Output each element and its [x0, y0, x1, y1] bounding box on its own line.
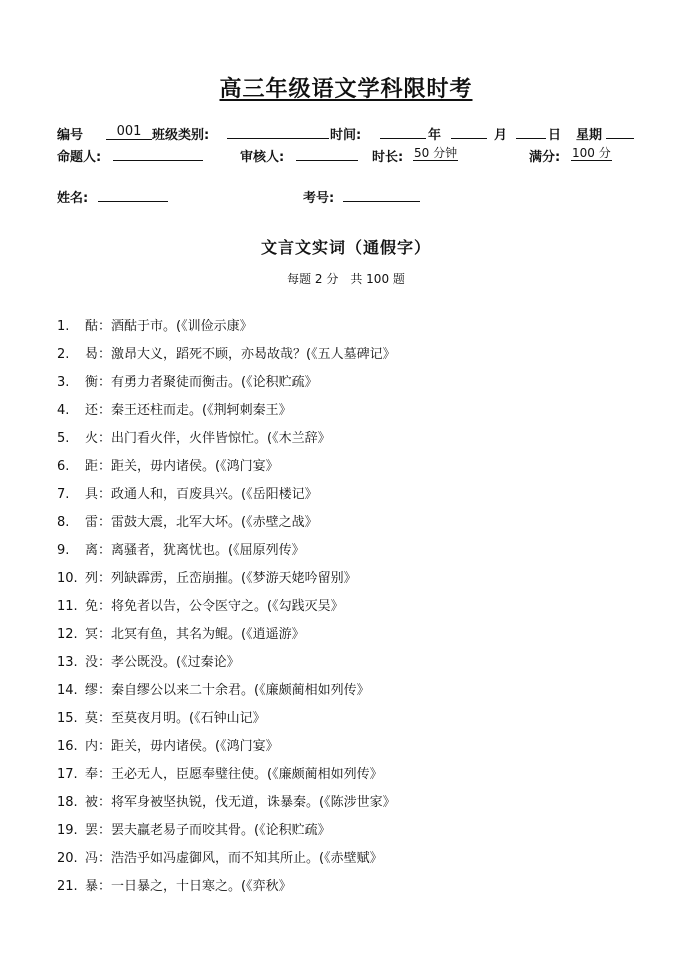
name-blank[interactable] — [98, 188, 168, 202]
question-number: 19. — [57, 823, 78, 838]
class-type-field[interactable] — [227, 124, 329, 143]
question-text: 罢：罢夫羸老易子而咬其骨。(《论积贮疏》 — [85, 823, 331, 838]
question-number: 20. — [57, 851, 78, 866]
weekday-label: 星期 — [576, 128, 603, 143]
question-text: 具：政通人和，百废具兴。(《岳阳楼记》 — [85, 487, 318, 502]
question-item — [57, 710, 396, 738]
question-text: 冥：北冥有鱼，其名为鲲。(《逍遥游》 — [85, 627, 305, 642]
day-field[interactable] — [516, 124, 546, 143]
question-number: 6. — [57, 459, 70, 474]
question-item — [57, 374, 396, 402]
question-number: 8. — [57, 515, 70, 530]
question-text: 曷：激昂大义，蹈死不顾，亦曷故哉？(《五人墓碑记》 — [85, 347, 396, 362]
number-field — [106, 124, 152, 140]
question-item — [57, 850, 396, 878]
question-item — [57, 458, 396, 486]
name-label: 姓名: — [57, 191, 89, 206]
question-text: 奉：王必无人，臣愿奉璧往使。(《廉颇蔺相如列传》 — [85, 767, 383, 782]
question-number: 1. — [57, 319, 70, 334]
question-item — [57, 738, 396, 766]
question-number: 17. — [57, 767, 78, 782]
question-text: 距：距关，毋内诸侯。(《鸿门宴》 — [85, 459, 279, 474]
class-type-label: 班级类别: — [152, 128, 210, 143]
question-text: 内：距关，毋内诸侯。(《鸿门宴》 — [85, 739, 279, 754]
question-number: 10. — [57, 571, 78, 586]
question-item — [57, 654, 396, 682]
question-text: 还：秦王还柱而走。(《荆轲刺秦王》 — [85, 403, 292, 418]
month-label: 月 — [494, 128, 508, 143]
question-text: 暴：一日暴之，十日寒之。(《弈秋》 — [85, 879, 292, 894]
question-number: 14. — [57, 683, 78, 698]
question-text: 离：离骚者，犹离忧也。(《屈原列传》 — [85, 543, 305, 558]
month-blank[interactable] — [451, 125, 487, 139]
duration-value: 50 分钟 — [414, 146, 458, 160]
question-number: 2. — [57, 347, 70, 362]
question-item — [57, 346, 396, 374]
question-text: 冯：浩浩乎如冯虚御风，而不知其所止。(《赤壁赋》 — [85, 851, 383, 866]
question-text: 酤：酒酤于市。(《训俭示康》 — [85, 319, 253, 334]
question-list — [57, 318, 396, 906]
question-number: 18. — [57, 795, 78, 810]
reviewer-label: 审核人: — [240, 150, 285, 165]
weekday-blank[interactable] — [606, 125, 634, 139]
question-item — [57, 402, 396, 430]
question-item — [57, 766, 396, 794]
question-item — [57, 514, 396, 542]
question-text: 免：将免者以告，公令医守之。(《勾践灭吴》 — [85, 599, 344, 614]
month-field[interactable] — [451, 124, 487, 143]
year-blank[interactable] — [380, 125, 426, 139]
reviewer-blank[interactable] — [296, 147, 358, 161]
author-field[interactable] — [113, 146, 203, 165]
question-number: 12. — [57, 627, 78, 642]
duration-label: 时长: — [372, 150, 404, 165]
question-item — [57, 598, 396, 626]
question-text: 被：将军身被坚执锐，伐无道，诛暴秦。(《陈涉世家》 — [85, 795, 396, 810]
question-item — [57, 318, 396, 346]
number-label: 编号 — [57, 128, 84, 143]
question-number: 15. — [57, 711, 78, 726]
question-number: 4. — [57, 403, 70, 418]
question-number: 16. — [57, 739, 78, 754]
class-type-blank[interactable] — [227, 125, 329, 139]
exam-number-label: 考号: — [303, 191, 335, 206]
exam-number-blank[interactable] — [343, 188, 420, 202]
author-label: 命题人: — [57, 150, 102, 165]
question-number: 7. — [57, 487, 70, 502]
section-title: 文言文实词（通假字） — [260, 238, 431, 257]
weekday-field[interactable] — [606, 124, 634, 143]
question-number: 3. — [57, 375, 70, 390]
question-item — [57, 542, 396, 570]
question-text: 莫：至莫夜月明。(《石钟山记》 — [85, 711, 266, 726]
question-text: 雷：雷鼓大震，北军大坏。(《赤壁之战》 — [85, 515, 318, 530]
year-field[interactable] — [380, 124, 426, 143]
question-item — [57, 822, 396, 850]
name-field[interactable] — [98, 187, 168, 206]
question-number: 11. — [57, 599, 78, 614]
day-blank[interactable] — [516, 125, 546, 139]
exam-number-field[interactable] — [343, 187, 420, 206]
year-label: 年 — [428, 128, 442, 143]
section-subtitle: 每题 2 分 共 100 题 — [287, 272, 405, 286]
reviewer-field[interactable] — [296, 146, 358, 165]
question-item — [57, 794, 396, 822]
time-label: 时间: — [330, 128, 362, 143]
question-text: 缪：秦自缪公以来二十余君。(《廉颇蔺相如列传》 — [85, 683, 370, 698]
question-item — [57, 682, 396, 710]
full-score-value: 100 分 — [572, 146, 611, 160]
question-number: 13. — [57, 655, 78, 670]
day-label: 日 — [548, 128, 562, 143]
question-item — [57, 878, 396, 906]
question-text: 没：孝公既没。(《过秦论》 — [85, 655, 240, 670]
number-value: 001 — [106, 125, 152, 140]
question-number: 21. — [57, 879, 78, 894]
page-title: 高三年级语文学科限时考 — [219, 77, 473, 102]
question-item — [57, 626, 396, 654]
author-blank[interactable] — [113, 147, 203, 161]
question-number: 9. — [57, 543, 70, 558]
question-text: 衡：有勇力者聚徒而衡击。(《论积贮疏》 — [85, 375, 318, 390]
question-number: 5. — [57, 431, 70, 446]
full-score-field — [571, 146, 612, 161]
question-item — [57, 486, 396, 514]
question-item — [57, 570, 396, 598]
full-score-label: 满分: — [529, 150, 561, 165]
question-item — [57, 430, 396, 458]
question-text: 火：出门看火伴，火伴皆惊忙。(《木兰辞》 — [85, 431, 331, 446]
duration-field — [413, 146, 458, 161]
question-text: 列：列缺霹雳，丘峦崩摧。(《梦游天姥吟留别》 — [85, 571, 357, 586]
